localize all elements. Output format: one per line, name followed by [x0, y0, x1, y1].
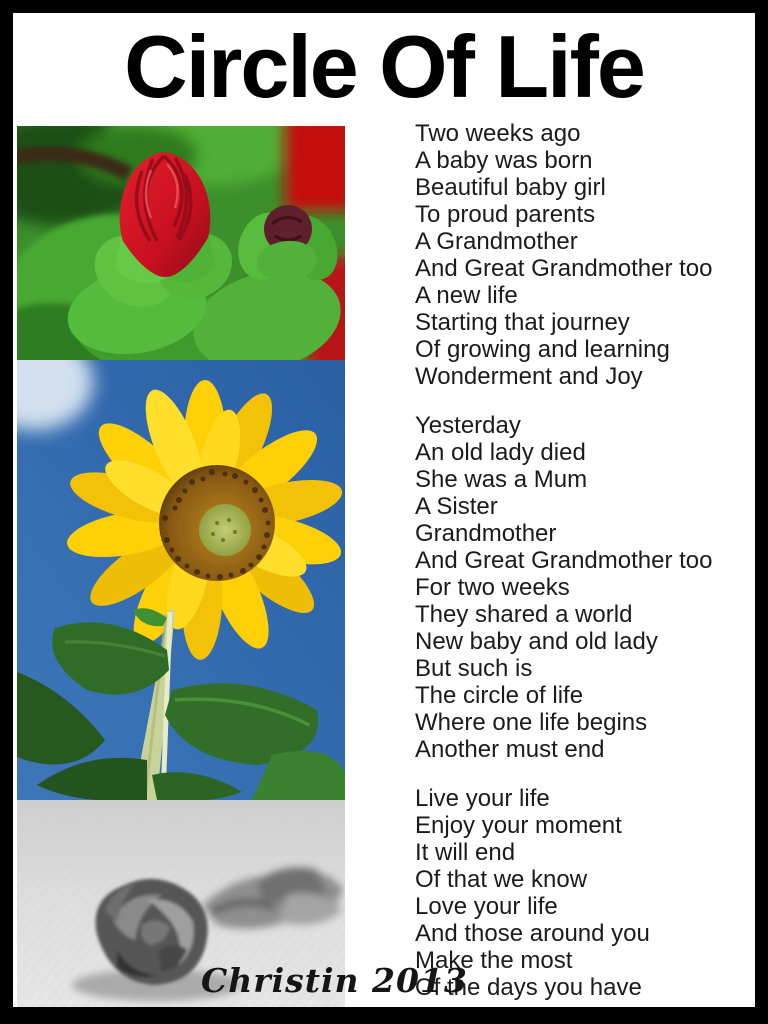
poem-line: Love your life: [415, 893, 558, 920]
poem-line: And Great Grandmother too: [415, 547, 713, 574]
poem-line: Of the days you have: [415, 974, 642, 1001]
poem-line: A Grandmother: [415, 228, 578, 255]
poem-line: Beautiful baby girl: [415, 174, 606, 201]
stanza-gap: [415, 763, 751, 785]
poem-line: Another must end: [415, 736, 605, 763]
poster-title: Circle Of Life: [124, 17, 644, 116]
poem-line: Yesterday: [415, 412, 521, 439]
poem-line: Enjoy your moment: [415, 812, 622, 839]
poem-line: And those around you: [415, 920, 650, 947]
poem-line: For two weeks: [415, 574, 570, 601]
poem-line: Of growing and learning: [415, 336, 670, 363]
poem-line: Grandmother: [415, 520, 557, 547]
poem-line: Of that we know: [415, 866, 588, 893]
poem-line: And Great Grandmother too: [415, 255, 713, 282]
poem-line: An old lady died: [415, 439, 586, 466]
poem-line: A baby was born: [415, 147, 593, 174]
poem-line: Wonderment and Joy: [415, 363, 643, 390]
poster-background: [13, 13, 755, 1007]
poem-line: Make the most: [415, 947, 573, 974]
red-bud-illustration: [17, 126, 345, 360]
sunflower-photo: [17, 360, 345, 800]
poem-line: New baby and old lady: [415, 628, 658, 655]
poem-line: It will end: [415, 839, 516, 866]
poem-line: A new life: [415, 282, 518, 309]
poem-stanza-1: [415, 120, 751, 390]
poem-line: Live your life: [415, 785, 550, 812]
poem-line: The circle of life: [415, 682, 584, 709]
stanza-gap: [415, 390, 751, 412]
poem-line: But such is: [415, 655, 533, 682]
red-bud-photo: [17, 126, 345, 360]
poem-stanza-2: [415, 412, 751, 763]
poem-line: Starting that journey: [415, 309, 630, 336]
poem-line: She was a Mum: [415, 466, 588, 493]
poem: [415, 120, 751, 1001]
poem-line: They shared a world: [415, 601, 633, 628]
sunflower-illustration: [17, 360, 345, 800]
poem-line: Where one life begins: [415, 709, 648, 736]
poem-line: A Sister: [415, 493, 498, 520]
poem-line: To proud parents: [415, 201, 596, 228]
poem-line: Two weeks ago: [415, 120, 581, 147]
author-signature: Christin 2013: [201, 961, 468, 1000]
